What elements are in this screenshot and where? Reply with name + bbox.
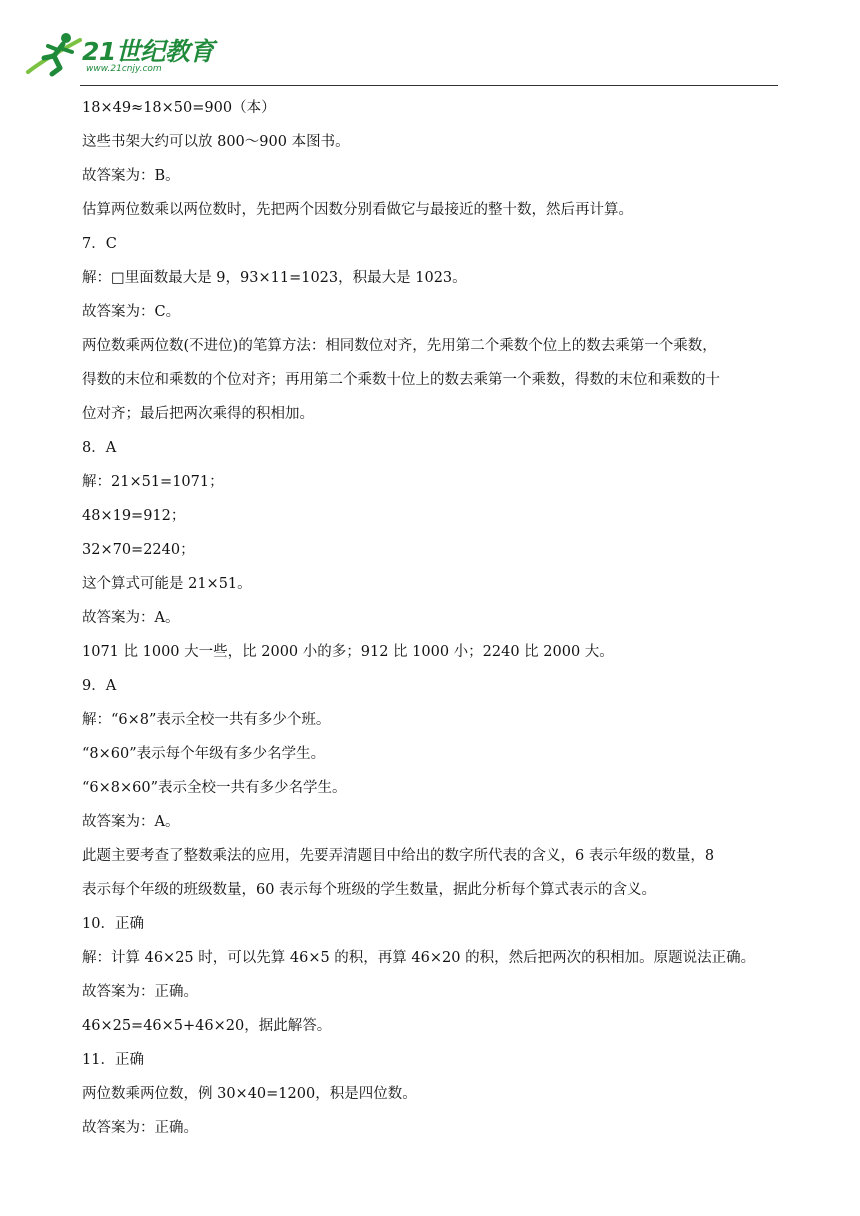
question-number: 7．C: [82, 236, 117, 252]
text-line: 表示每个年级的班级数量，60 表示每个班级的学生数量，据此分析每个算式表示的含义。: [82, 882, 657, 898]
runner-logo-icon: [26, 28, 86, 78]
text-line: 估算两位数乘以两位数时，先把两个因数分别看做它与最接近的整十数，然后再计算。: [82, 202, 633, 218]
text-line: 故答案为：正确。: [82, 1120, 198, 1136]
question-number: 11．正确: [82, 1052, 144, 1068]
text-line: 此题主要考查了整数乘法的应用，先要弄清题目中给出的数字所代表的含义，6 表示年级的数量，8: [82, 848, 715, 864]
text-line: 46×25=46×5+46×20，据此解答。: [82, 1018, 332, 1034]
text-line: 故答案为：B。: [82, 168, 180, 184]
text-line: 1071 比 1000 大一些，比 2000 小的多；912 比 1000 小；2240 比 2000 大。: [82, 644, 614, 660]
answer-content: [82, 91, 782, 1145]
text-line: 两位数乘两位数，例 30×40=1200，积是四位数。: [82, 1086, 417, 1102]
text-line: 18×49≈18×50=900（本）: [82, 100, 276, 116]
text-line: 这些书架大约可以放 800～900 本图书。: [82, 134, 350, 150]
logo-url: www.21cnjy.com: [86, 64, 162, 74]
text-line: 48×19=912；: [82, 508, 186, 524]
question-number: 9．A: [82, 678, 117, 694]
text-line: 这个算式可能是 21×51。: [82, 576, 252, 592]
text-line: 解：“6×8”表示全校一共有多少个班。: [82, 712, 331, 728]
text-line: 位对齐；最后把两次乘得的积相加。: [82, 406, 314, 422]
text-line: 故答案为：正确。: [82, 984, 198, 1000]
logo: [26, 28, 226, 78]
text-line: 解：21×51=1071；: [82, 474, 224, 490]
text-line: 两位数乘两位数(不进位)的笔算方法：相同数位对齐，先用第二个乘数个位上的数去乘第一个乘数，: [82, 338, 717, 354]
text-line: 故答案为：C。: [82, 304, 181, 320]
text-line: 故答案为：A。: [82, 814, 180, 830]
logo-text: 21世纪教育: [82, 37, 214, 66]
question-number: 8．A: [82, 440, 117, 456]
text-line: 解：□里面数最大是 9，93×11=1023，积最大是 1023。: [82, 270, 467, 286]
text-line: 故答案为：A。: [82, 610, 180, 626]
text-line: “6×8×60”表示全校一共有多少名学生。: [82, 780, 347, 796]
header-divider: [80, 85, 778, 86]
text-line: 32×70=2240；: [82, 542, 195, 558]
text-line: 解：计算 46×25 时，可以先算 46×5 的积，再算 46×20 的积，然后把两次的积相加。原题说法正确。: [82, 950, 756, 966]
question-number: 10．正确: [82, 916, 144, 932]
page-header: [26, 28, 776, 86]
text-line: 得数的末位和乘数的个位对齐；再用第二个乘数十位上的数去乘第一个乘数，得数的末位和乘数的十: [82, 372, 720, 388]
text-line: “8×60”表示每个年级有多少名学生。: [82, 746, 326, 762]
